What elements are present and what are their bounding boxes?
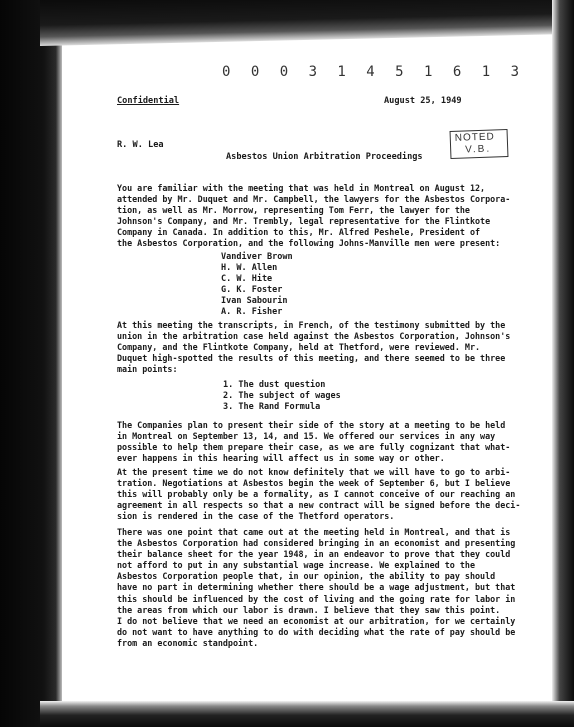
text-line: this will probably only be a formality, as I cannot conceive of our reaching an: [117, 489, 516, 500]
text-line: attended by Mr. Duquet and Mr. Campbell, the lawyers for the Asbestos Corpora-: [117, 194, 511, 205]
text-line: the Asbestos Corporation had considered bringing in an economist and presenting: [117, 538, 516, 549]
attendee-name: G. K. Foster: [221, 285, 283, 295]
text-line: in Montreal on September 13, 14, and 15. We offered our services in any way: [117, 431, 496, 442]
text-line: their balance sheet for the year 1948, in an endeavor to prove that they could: [117, 549, 511, 560]
stamp-line2: V.B.: [465, 143, 492, 156]
document-id-number: 0 0 0 3 1 4 5 1 6 1 3: [222, 64, 526, 80]
attendee-name: H. W. Allen: [221, 263, 278, 273]
attendee-name: A. R. Fisher: [221, 307, 283, 317]
text-line: the Asbestos Corporation, and the following Johns-Manville men were present:: [117, 238, 501, 249]
scan-border-right: [552, 0, 574, 727]
main-point: 2. The subject of wages: [223, 391, 341, 401]
paragraph-companies-plan: [117, 420, 522, 464]
text-line: possible to help them prepare their case, as we are fully cognizant that what-: [117, 442, 511, 453]
attendee-name: C. W. Hite: [221, 274, 273, 284]
noted-stamp: [450, 129, 509, 159]
text-line: The Companies plan to present their side of the story at a meeting to be held: [117, 420, 506, 430]
paragraph-transcripts: [117, 320, 522, 375]
text-line: have no part in determining whether there should be a wage adjustment, but that: [117, 582, 516, 593]
text-line: Asbestos Corporation people that, in our opinion, the ability to pay should: [117, 571, 496, 582]
paragraph-meeting: [117, 183, 522, 250]
scan-border-top: [40, 0, 574, 46]
text-line: ever happens in this hearing will affect us in some way or other.: [117, 453, 445, 464]
paragraph-economist: [117, 527, 522, 649]
text-line: You are familiar with the meeting that was held in Montreal on August 12,: [117, 183, 486, 193]
attendee-name: Vandiver Brown: [221, 252, 293, 262]
main-point: 3. The Rand Formula: [223, 402, 321, 412]
text-line: sion is rendered in the case of the Thetford operators.: [117, 511, 395, 522]
text-line: At the present time we do not know definitely that we will have to go to arbi-: [117, 467, 511, 477]
text-line: agreement in all respects so that a new contract will be signed before the deci-: [117, 500, 521, 511]
text-line: At this meeting the transcripts, in French, of the testimony submitted by the: [117, 320, 506, 330]
main-points-list: [223, 380, 341, 413]
text-line: this should be influenced by the cost of living and the going rate for labor in: [117, 593, 516, 604]
letter-subject: Asbestos Union Arbitration Proceedings: [226, 152, 423, 162]
paragraph-arbitration: [117, 467, 522, 522]
scan-border-bottom: [40, 701, 574, 727]
scan-border-left: [0, 0, 62, 727]
text-line: main points:: [117, 364, 178, 375]
text-line: from an economic standpoint.: [117, 637, 259, 648]
attendee-list: [221, 252, 293, 318]
text-line: There was one point that came out at the meeting held in Montreal, and that is: [117, 527, 511, 537]
main-point: 1. The dust question: [223, 380, 326, 390]
text-line: union in the arbitration case held against the Asbestos Corporation, Johnson's: [117, 331, 511, 342]
text-line: Company, and the Flintkote Company, held at Thetford, were reviewed. Mr.: [117, 342, 481, 353]
text-line: Company in Canada. In addition to this, Mr. Alfred Peshele, President of: [117, 227, 481, 238]
text-line: Johnson's Company, and Mr. Trembly, legal representative for the Flintkote: [117, 216, 491, 227]
addressee: R. W. Lea: [117, 140, 164, 150]
text-line: Duquet high-spotted the results of this meeting, and there seemed to be three: [117, 353, 506, 364]
confidential-label: Confidential: [117, 96, 180, 106]
text-line: tion, as well as Mr. Morrow, representing Tom Ferr, the lawyer for the: [117, 205, 470, 216]
text-line: not afford to put in any substantial wage increase. We explained to the: [117, 560, 475, 571]
text-line: tration. Negotiations at Asbestos begin the week of September 6, but I believe: [117, 478, 511, 489]
text-line: I do not believe that we need an economist at our arbitration, for we certainly: [117, 615, 516, 626]
stamp-line1: NOTED: [454, 131, 495, 144]
attendee-name: Ivan Sabourin: [221, 296, 288, 306]
text-line: the areas from which our labor is drawn. I believe that they saw this point.: [117, 604, 501, 615]
letter-date: August 25, 1949: [384, 96, 462, 106]
text-line: do not want to have anything to do with deciding what the rate of pay should be: [117, 626, 516, 637]
